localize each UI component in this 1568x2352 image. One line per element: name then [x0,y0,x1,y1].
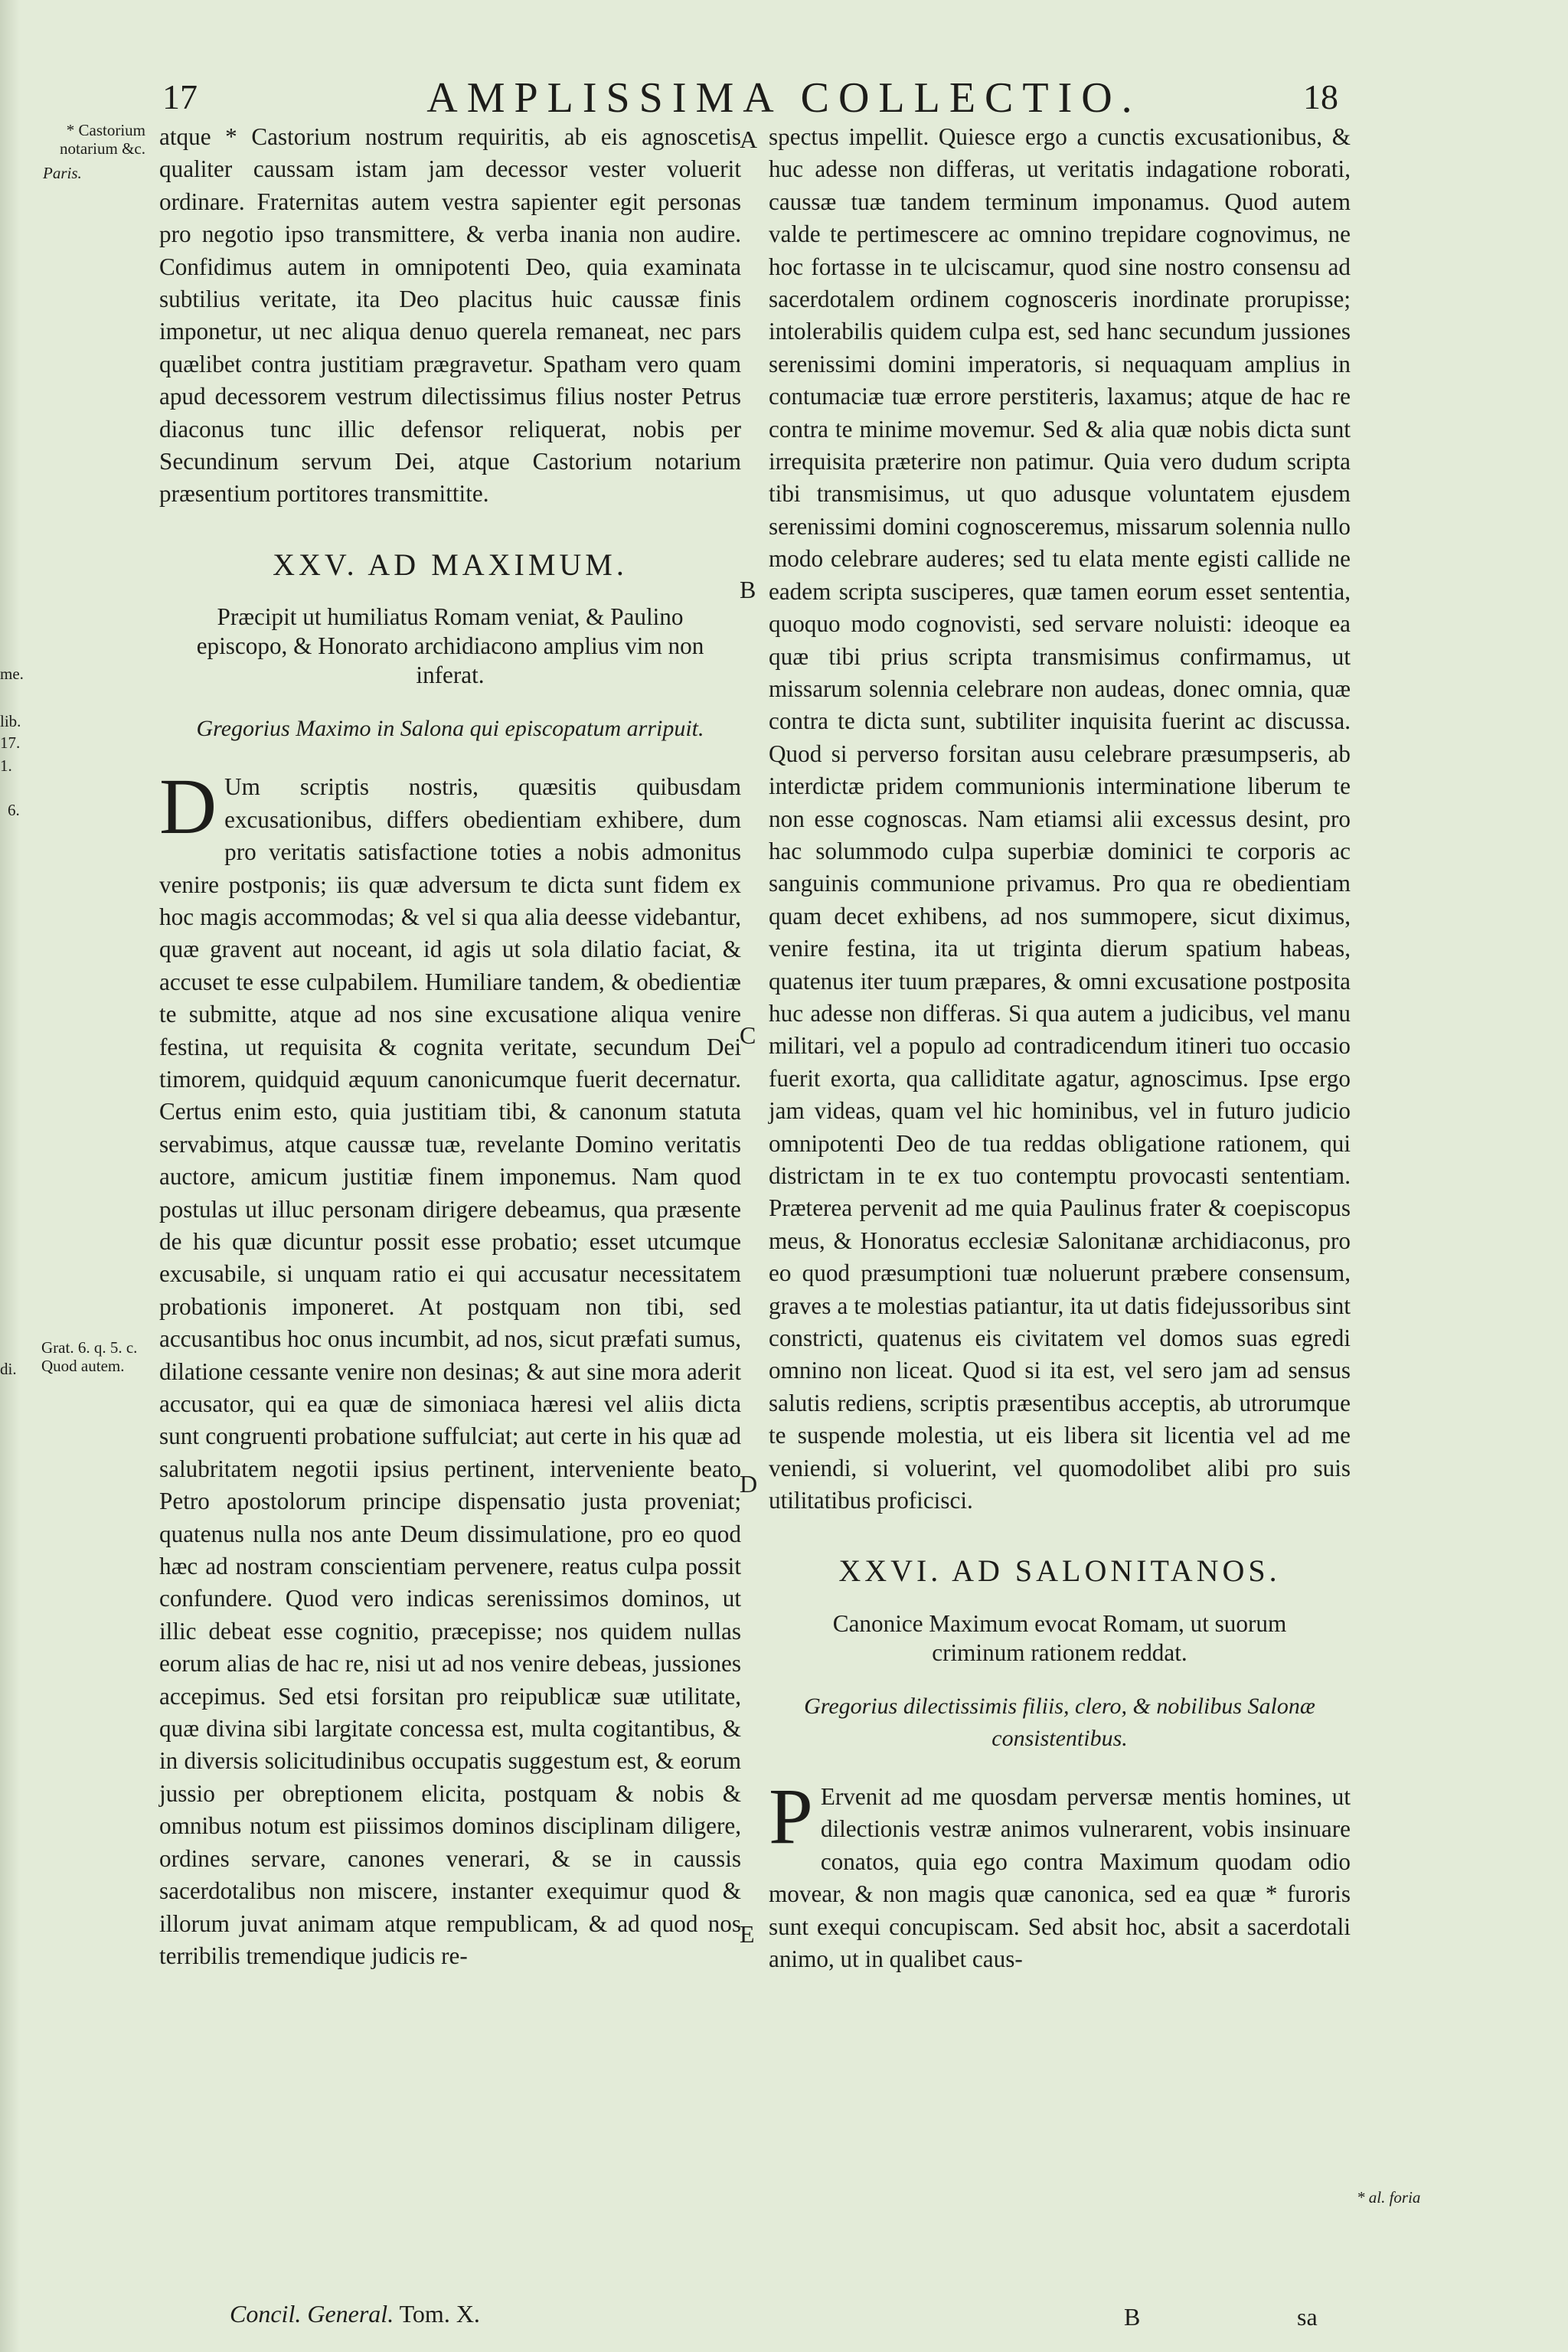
letter-summary-xxv: Præcipit ut humiliatus Romam veniat, & Paulino episcopo, & Honorato archidiacono amplius vim non inferat. [196,603,704,689]
margin-note-fragment-me: me. [0,665,24,683]
running-title: AMPLISSIMA COLLECTIO. [426,74,1142,122]
section-marker-b: B [740,576,756,603]
margin-note-alternate-reading: * al. foria [1357,2188,1421,2207]
margin-note-fragment-17: 17. [0,733,21,752]
volume-footer [230,2300,480,2328]
page-number-left: 17 [162,77,198,116]
section-marker-e: E [740,1920,755,1948]
volume-title: Concil. General. [230,2300,394,2328]
letter-body-xxvi [769,1772,1351,1975]
letter-salutation-xxvi: Gregorius dilectissimis filiis, clero, & nobilibus Salonæ consistentibus. [804,1693,1315,1751]
drop-cap-p: P [769,1772,813,1860]
margin-note-fragment-6: 6. [8,801,20,819]
margin-note-castorium: * Castorium notarium &c. [60,121,145,158]
letter-body-text-xxvi: Ervenit ad me quosdam perversæ mentis homines, ut dilectionis vestræ animos vulnerarent, vobis insinuare conatos, quia ego contra Maximum quodam odio movear, & non magis quæ canonica, sed ea quæ * furoris sunt exequi concupiscam. Sed absit hoc, absit a sacerdotali animo, ut in qualibet caus- [769,1782,1351,1972]
section-marker-a: A [740,126,758,153]
margin-note-fragment-lib: lib. [0,712,21,730]
right-column [769,121,1351,1975]
signature-mark: B [1124,2303,1141,2331]
letter-continuation-xxv: spectus impellit. Quiesce ergo a cunctis excusationibus, & huc adesse non differas, ut veritatis indagatione roborati, caussæ tuæ tandem terminum imponamus. Quod autem valde te pertimescere ac omnino trepidare cognovimus, ne hoc fortasse in te ulciscamur, quod sine nostro consensu ad sacerdotalem ordinem cognosceris inordinate prorupisse; intolerabilis quidem culpa est, sed hanc secundum jussiones serenissimi domini imperatoris, si nequaquam amplius in contumaciæ tuæ errore perstiteris, laxamus; atque de hac re contra te minime movemur. Sed & alia quæ nobis dicta sunt irrequisita præterire non patimur. Quia vero dudum scripta tibi transmisimus, ut quo adusque voluntatem ejusdem serenissimi domini cognosceremus, missarum solennia nullo modo celebrare auderes; sed tu elata mente egisti callide ne eadem scripta susciperes, quæ tamen eorum esset sententia, quoquo modo cognovisti, sed servare noluisti: ideoque ea quæ tibi prius scripta transmisimus confirmamus, ut missarum solennia celebrare non audeas, donec omnia, quæ contra te dicta sunt, subtiliter inquisita fuerint ac discussa. Quod si perverso forsitan ausu celebrare præsumpseris, ab interdictæ pridem communionis interminatione liberum te non esse cognoscas. Nam etiamsi alii excessus desint, pro hac solummodo culpa superbiæ dominici te corporis ac sanguinis communione privamus. Pro qua re obedientiam quam decet exhibens, ad nos summopere, sicut diximus, venire festina, ita ut triginta dierum spatium habeas, quatenus iter tuum præpares, & omni excusatione postposita huc adesse non differas. Si qua autem a judicibus, vel manu militari, vel a populo ad contradicendum itineri tuo occasio fuerit exorta, qua calliditate agatur, agnoscimus. Ipse ergo jam videas, quam vel hic hominibus, vel in futuro judicio omnipotenti Deo de tua reddas obligatione rationem, qui districtam in te ex tuo contemptu provocasti sententiam. Præterea pervenit ad me quia Paulinus frater & coepiscopus meus, & Honoratus ecclesiæ Salonitanæ archidiaconus, pro eo quod præsumptioni tuæ noluerunt præbere consensum, graves a te molestias patiantur, ita ut datis fidejussoribus sint constricti, quatenus eis civitatem vel domos suas egredi omnino non liceat. Quod si ita est, vel sero jam ad sensus salutis rediens, scriptis præsentibus acceptis, ab utrorumque te suspende molestia, ut eis libera sit licentia vel ad me veniendi, si voluerint, vel quomodolibet alibi pro suis utilitatibus proficisci. [769,123,1351,1514]
letter-body-text-xxv: Um scriptis nostris, quæsitis quibusdam excusationibus, differs obedientiam exhibere, dum pro veritatis satisfactione toties a nobis admonitus venire postponis; iis quæ adversum te dicta sunt fidem ex hoc magis accommodas; & vel si qua alia deesse videbantur, quæ gravent aut noceant, id agis ut sola dilatio faciat, & accuset te esse culpabilem. Humiliare tandem, & obedientiæ te submitte, atque ad nos sine excusatione aliqua venire festina, ut requisita & cognita veritate, secundum Dei timorem, quidquid æquum canonicumque fuerit decernatur. Certus enim esto, quia justitiam tibi, & canonum statuta servabimus, atque caussæ tuæ, revelante Domino veritatis auctore, amicum justitiæ finem imponemus. Nam quod postulas ut illuc personam dirigere debeamus, qua præsente de his quæ dicuntur possit esse probatio; esset utcumque excusabile, si unquam ratio ei qui accusatur necessitatem probationis imponeret. At postquam non tibi, sed accusantibus hoc onus incumbit, ad nos, sicut præfati sumus, dilatione cessante venire non desinas; & aut sine mora aderit accusator, qui ea quæ de simoniaca hæresi vel aliis dicta sunt congruenti probatione suffulciat; aut certe in his quæ ad salubritatem negotii ipsius pertinent, interveniente beato Petro apostolorum principe dispensatio justa proveniat; quatenus nulla nos ante Deum dissimulatione, pro eo quod hæc ad nostram conscientiam pervenere, reatus culpa possit confundere. Quod vero indicas serenissimos dominos, ut illic debeat esse cognitio, præcepisse; nos quidem nullas eorum alias de hac re, nisi ut ad nos venire debeas, jussiones accepimus. Sed etsi forsitan pro reipublicæ suæ utilitate, quæ divina sibi largitate concessa est, multa cogitantibus, & in diversis solicitudinibus occupatis suggestum est, & eorum jussio per obreptionem elicita, postquam & nobis & omnibus notum est piissimos dominos disciplinam diligere, ordines servare, canones venerari, & se in caussis sacerdotalibus non miscere, instanter exequimur quod & illorum juvat animam atque rempublicam, & ad quod nos terribilis tremendique judicis re- [159,773,741,1969]
letter-salutation-xxv: Gregorius Maximo in Salona qui episcopatum arripuit. [196,716,704,742]
section-marker-d: D [740,1470,758,1498]
left-column [159,121,741,1972]
volume-tome: Tom. X. [399,2300,480,2328]
letter-heading-xxv: XXV. AD MAXIMUM. [273,547,628,582]
letter-heading-xxvi: XXVI. AD SALONITANOS. [838,1553,1281,1589]
margin-note-paris: Paris. [43,164,82,182]
drop-cap-d: D [159,763,217,851]
catchword: sa [1297,2303,1318,2331]
running-header [0,74,1568,127]
page-number-right: 18 [1303,77,1338,116]
letter-body-xxv [159,763,741,1972]
margin-note-gratian: Grat. 6. q. 5. c. Quod autem. [41,1338,138,1375]
section-marker-c: C [740,1021,756,1049]
letter-summary-xxvi: Canonice Maximum evocat Romam, ut suorum criminum rationem reddat. [832,1609,1287,1666]
margin-note-fragment-di: di. [0,1360,17,1378]
letter-closing-paragraph: atque * Castorium nostrum requiritis, ab eis agnoscetis qualiter caussam istam jam decessor vester voluerit ordinare. Fraternitas autem vestra sapienter egit personas pro negotio ipso transmittere, & verba inania non audire. Confidimus autem in omnipotenti Deo, quia examinata subtilius veritate, ita Deo placitus huic caussæ finis imponetur, ut nec aliqua denuo querela remaneat, nec pars quælibet contra justitiam prægravetur. Spatham vero quam apud decessorem vestrum dilectissimus filius noster Petrus diaconus tunc illic defensor reliquerat, nobis per Secundinum servum Dei, atque Castorium notarium præsentium portitores transmittite. [159,123,741,508]
page-edge-shadow [0,0,20,2352]
margin-note-fragment-1: 1. [0,756,12,775]
